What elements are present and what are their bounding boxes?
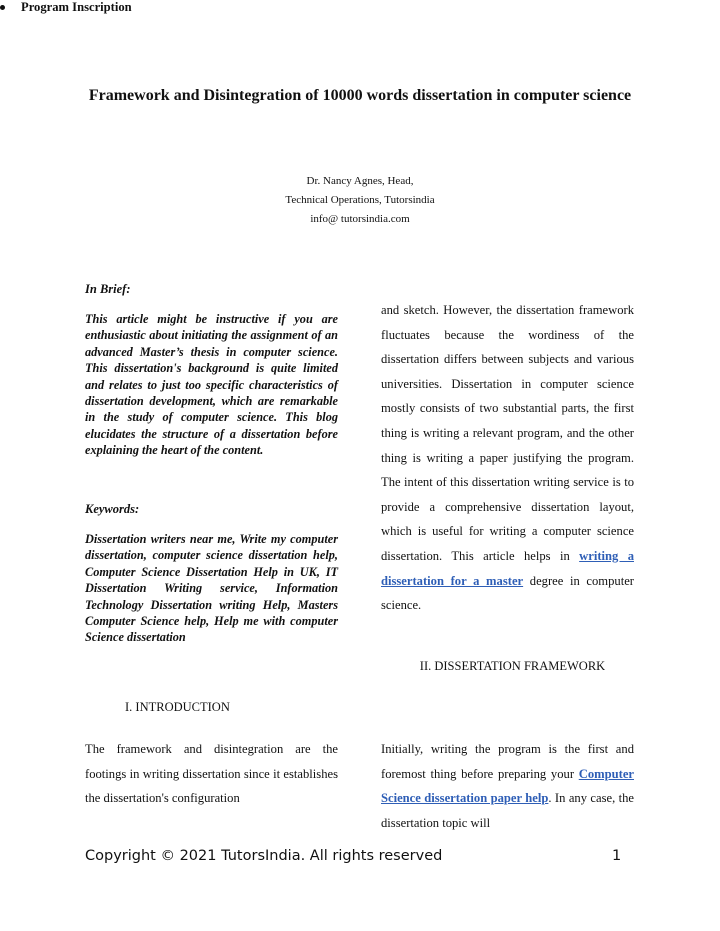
document-title: Framework and Disintegration of 10000 words dissertation in computer science — [88, 87, 632, 104]
footer-copyright: Copyright © 2021 TutorsIndia. All rights reserved — [85, 848, 443, 864]
brief-heading: In Brief: — [85, 282, 131, 296]
paragraph-text-end: degree in computer science. — [381, 573, 634, 613]
program-paragraph — [381, 737, 634, 835]
framework-heading: II. DISSERTATION FRAMEWORK — [419, 659, 606, 673]
bullet-item — [0, 0, 240, 15]
paragraph-text: and sketch. However, the dissertation framework fluctuates because the wordiness of the dissertation differs between subjects and various universities. Dissertation in computer science mostly consists of two substantial parts, the first thing is writing a relevant program, and the other thing is writing a paper justifying the program. The intent of this dissertation writing service is to provide a comprehensive dissertation layout, which is useful for writing a computer science dissertation. This article helps in — [381, 303, 634, 563]
page-number: 1 — [612, 848, 622, 864]
introduction-text: The framework and disintegration are the footings in writing dissertation since it establishes the dissertation's configuration — [85, 742, 338, 806]
right-column-paragraph — [381, 298, 634, 618]
bullet-icon — [0, 5, 5, 10]
dissertation-master-link[interactable]: writing a dissertation for a master — [381, 548, 634, 588]
paragraph-text: Initially, writing the program is the first and foremost thing before preparing your — [381, 742, 634, 781]
keywords-heading: Keywords: — [85, 502, 140, 516]
keywords-text: Dissertation writers near me, Write my computer dissertation, computer science dissertation help, Computer Science Dissertation Help in UK, IT Dissertation Writing service, Information Technology Dissertation writing Help, Masters Computer Science help, Help me with computer Science dissertation — [85, 532, 338, 645]
author-email: info@ tutorsindia.com — [310, 213, 410, 225]
paragraph-text-end: . In any case, the dissertation topic will — [381, 791, 635, 830]
author-affiliation: Technical Operations, Tutorsindia — [285, 194, 435, 206]
brief-text: This article might be instructive if you are enthusiastic about initiating the assignment of an advanced Master’s thesis in computer science. This dissertation's background is quite limited and relates to just too specific characteristics of dissertation development, which are remarkable in the study of computer science. This blog elucidates the structure of a dissertation before explaining the heart of the content. — [85, 312, 338, 458]
author-block — [150, 172, 570, 229]
introduction-heading: I. INTRODUCTION — [125, 700, 230, 714]
author-name: Dr. Nancy Agnes, Head, — [306, 175, 414, 187]
cs-dissertation-help-link[interactable]: Computer Science dissertation paper help — [381, 766, 634, 806]
bullet-heading: Program Inscription — [21, 0, 132, 14]
